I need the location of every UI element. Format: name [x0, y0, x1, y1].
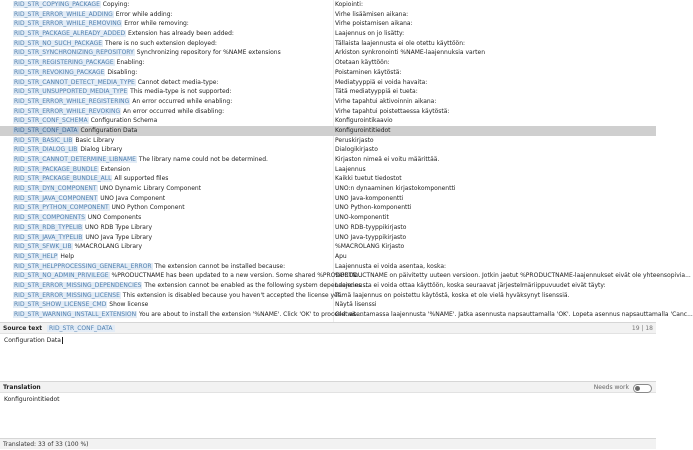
- source-text-editor[interactable]: [0, 334, 656, 372]
- text-caret: [62, 337, 63, 344]
- source-string: Disabling:: [107, 68, 138, 76]
- translation-title: Translation: [3, 384, 41, 391]
- source-string: UNO Java Component: [100, 194, 166, 202]
- string-row[interactable]: [0, 39, 656, 49]
- source-cell: [13, 300, 331, 310]
- source-cell: [13, 233, 331, 243]
- source-string: %MACROLANG Library: [74, 243, 143, 251]
- source-cell: [13, 68, 331, 78]
- source-string: Dialog Library: [80, 146, 123, 154]
- source-string: The extension cannot be enabled as the following system dependencies ...: [144, 281, 370, 289]
- source-string: Cannot detect media-type:: [137, 78, 219, 86]
- string-row[interactable]: [0, 281, 656, 291]
- string-id: RID_STR_NO_SUCH_PACKAGE: [14, 39, 103, 47]
- string-id: RID_STR_ERROR_WHILE_REGISTERING: [14, 97, 130, 105]
- string-id: RID_STR_REGISTERING_PACKAGE: [14, 59, 114, 67]
- target-string: UNO RDB-tyyppikirjasto: [335, 223, 407, 231]
- string-id: RID_STR_ERROR_MISSING_DEPENDENCIES: [14, 281, 142, 289]
- string-id: RID_STR_REVOKING_PACKAGE: [14, 68, 105, 76]
- needs-work-label: Needs work: [593, 384, 629, 391]
- source-string: UNO Java Type Library: [85, 233, 153, 241]
- source-cell: [13, 252, 331, 262]
- string-id: RID_STR_CANNOT_DETECT_MEDIA_TYPE: [14, 78, 135, 86]
- string-row[interactable]: [0, 10, 656, 20]
- source-string: The library name could not be determined.: [138, 156, 268, 163]
- string-row[interactable]: [0, 213, 656, 223]
- string-row[interactable]: [0, 87, 656, 97]
- translation-progress: Translated: 33 of 33 (100 %): [3, 441, 89, 448]
- source-string: This media-type is not supported:: [130, 88, 232, 96]
- string-id: RID_STR_DIALOG_LIB: [14, 146, 78, 154]
- source-cell: [13, 19, 331, 29]
- source-cell: [13, 242, 331, 252]
- source-string: You are about to install the extension '%NAME'. Click 'OK' to proceed wit...: [138, 311, 363, 318]
- source-cell: [13, 87, 331, 97]
- source-string: Error while adding:: [115, 10, 173, 18]
- target-string: %MACROLANG Kirjasto: [335, 243, 405, 251]
- target-string: Poistaminen käytöstä:: [335, 68, 402, 76]
- string-id: RID_STR_JAVA_COMPONENT: [14, 194, 98, 202]
- source-cell: [13, 107, 331, 117]
- string-id: RID_STR_COPYING_PACKAGE: [14, 1, 100, 8]
- string-id: RID_STR_HELP: [14, 252, 58, 260]
- string-id: RID_STR_NO_ADMIN_PRIVILEGE: [14, 272, 109, 280]
- target-string: Konfigurointitiedot: [335, 126, 391, 134]
- source-panel: [0, 322, 656, 372]
- target-string: Peruskirjasto: [335, 136, 374, 144]
- source-string: This extension is disabled because you haven't accepted the license yet.: [122, 291, 342, 299]
- source-string: Synchronizing repository for %NAME extensions: [136, 49, 281, 57]
- source-counter: 19 | 18: [631, 325, 653, 332]
- string-id: RID_STR_UNSUPPORTED_MEDIA_TYPE: [14, 88, 128, 96]
- target-string: UNO Java-komponentti: [335, 194, 404, 202]
- source-cell: [13, 203, 331, 213]
- target-string: Otetaan käyttöön:: [335, 59, 390, 67]
- source-cell: [13, 155, 331, 165]
- target-string: Virhe lisäämisen aikana:: [335, 10, 409, 18]
- needs-work-control[interactable]: [594, 382, 652, 394]
- source-string: Help: [60, 252, 75, 260]
- string-row[interactable]: [0, 107, 656, 117]
- source-cell: [13, 39, 331, 49]
- string-id: RID_STR_ERROR_WHILE_REVOKING: [14, 107, 121, 115]
- source-string: An error occurred while disabling:: [123, 107, 225, 115]
- string-id: RID_STR_ERROR_WHILE_REMOVING: [14, 20, 122, 28]
- source-cell: [13, 262, 331, 272]
- source-header: [0, 322, 656, 334]
- source-cell: [13, 194, 331, 204]
- string-id: RID_STR_CANNOT_DETERMINE_LIBNAME: [14, 156, 136, 163]
- source-cell: [13, 213, 331, 223]
- string-row[interactable]: [0, 194, 656, 204]
- source-string: %PRODUCTNAME has been updated to a new version. Some shared %PRODUCTN...: [111, 272, 363, 280]
- target-string: UNO:n dynaaminen kirjastokomponentti: [335, 185, 456, 193]
- string-id: RID_STR_PACKAGE_BUNDLE_ALL: [14, 175, 112, 183]
- source-cell: [13, 310, 363, 320]
- target-string: Näytä lisenssi: [335, 301, 377, 309]
- target-string: Mediatyyppiä ei voida havaita:: [335, 78, 428, 86]
- string-id: RID_STR_ERROR_WHILE_ADDING: [14, 10, 113, 18]
- string-id: RID_STR_PACKAGE_ALREADY_ADDED: [14, 30, 126, 38]
- string-id: RID_STR_CONF_SCHEMA: [14, 117, 88, 125]
- source-cell: [13, 78, 331, 88]
- status-bar: [0, 438, 656, 449]
- source-string: Basic Library: [75, 136, 115, 144]
- target-string: Tämä laajennus on poistettu käytöstä, koska et ole vielä hyväksynyt lisenssiä.: [335, 291, 570, 299]
- string-id: RID_STR_BASIC_LIB: [14, 136, 73, 144]
- target-string: Kirjaston nimeä ei voitu määrittää.: [335, 156, 440, 163]
- target-string: Laajennusta ei voida ottaa käyttöön, koska seuraavat järjestelmäriippuvuudet eivät täyty:: [335, 281, 606, 289]
- string-row[interactable]: [0, 174, 656, 184]
- target-string: Laajennus: [335, 165, 366, 173]
- string-id: RID_STR_CONF_DATA: [14, 126, 78, 134]
- string-id: RID_STR_SFWK_LIB: [14, 243, 72, 251]
- string-row[interactable]: [0, 271, 691, 281]
- source-string: Configuration Schema: [90, 117, 158, 125]
- string-id: RID_STR_DYN_COMPONENT: [14, 185, 97, 193]
- source-cell: [13, 165, 331, 175]
- string-id: RID_STR_JAVA_TYPELIB: [14, 233, 83, 241]
- string-id: RID_STR_PACKAGE_BUNDLE: [14, 165, 98, 173]
- target-string: Olet asentamassa laajennusta '%NAME'. Jatka asennusta napsauttamalla 'OK'. Lopeta asennus napsauttamalla 'Canc...: [335, 311, 693, 318]
- string-row[interactable]: [0, 78, 656, 88]
- source-string: Enabling:: [116, 59, 145, 67]
- target-string: Konfigurointikaavio: [335, 117, 393, 125]
- source-cell: [13, 58, 331, 68]
- string-row[interactable]: [0, 262, 656, 272]
- source-string: UNO Components: [87, 214, 142, 222]
- string-id: RID_STR_COMPONENTS: [14, 214, 85, 222]
- source-cell: [13, 126, 331, 136]
- target-string: Virhe tapahtui poistettaessa käytöstä:: [335, 107, 450, 115]
- source-string: Configuration Data: [80, 126, 138, 134]
- string-row[interactable]: [0, 252, 656, 262]
- target-string: Tällaista laajennusta ei ole otettu käyttöön:: [335, 39, 466, 47]
- target-string: UNO-komponentit: [335, 214, 389, 222]
- source-string: UNO Python Component: [111, 204, 185, 212]
- target-string: Tätä mediatyyppiä ei tueta:: [335, 88, 418, 96]
- target-string: Dialogikirjasto: [335, 146, 378, 154]
- target-string: %PRODUCTNAME on päivitetty uuteen versioon. Jotkin jaetut %PRODUCTNAME-laajennukset eivät ole yhteensopivia...: [335, 272, 691, 280]
- source-cell: [13, 10, 331, 20]
- needs-work-toggle[interactable]: [633, 384, 652, 393]
- string-row[interactable]: [0, 68, 656, 78]
- string-id: RID_STR_WARNING_INSTALL_EXTENSION: [14, 311, 137, 318]
- source-cell: [13, 281, 370, 291]
- string-row[interactable]: [0, 116, 656, 126]
- string-row[interactable]: [0, 242, 656, 252]
- target-string: Kopiointi:: [335, 1, 363, 8]
- source-cell: [13, 116, 331, 126]
- source-cell: [13, 223, 331, 233]
- string-row[interactable]: [0, 233, 656, 243]
- source-cell: [13, 136, 331, 146]
- string-row[interactable]: [0, 29, 656, 39]
- source-cell: [13, 0, 331, 10]
- source-text: Configuration Data: [4, 337, 61, 344]
- source-cell: [13, 145, 331, 155]
- target-string: Virhe poistamisen aikana:: [335, 20, 413, 28]
- string-id: RID_STR_RDB_TYPELIB: [14, 223, 83, 231]
- string-row[interactable]: [0, 136, 656, 146]
- source-string: The extension cannot be installed because:: [154, 262, 286, 270]
- source-string: Copying:: [102, 1, 130, 8]
- string-row[interactable]: [0, 300, 656, 310]
- translation-panel: [0, 381, 656, 431]
- source-string: Show license: [109, 301, 149, 309]
- source-cell: [13, 174, 331, 184]
- source-cell: [13, 271, 363, 281]
- translation-text: Konfigurointitiedot: [4, 396, 60, 403]
- string-id: RID_STR_SYNCHRONIZING_REPOSITORY: [14, 49, 134, 57]
- target-string: Kaikki tuetut tiedostot: [335, 175, 402, 183]
- string-row[interactable]: [0, 0, 656, 10]
- string-id: RID_STR_PYTHON_COMPONENT: [14, 204, 109, 212]
- string-row[interactable]: [0, 310, 693, 320]
- target-string: Laajennus on jo lisätty:: [335, 30, 405, 38]
- string-row[interactable]: [0, 165, 656, 175]
- string-row[interactable]: [0, 291, 656, 301]
- source-string: Extension has already been added:: [128, 30, 234, 38]
- toggle-knob: [635, 386, 640, 391]
- source-cell: [13, 291, 342, 301]
- string-row[interactable]: [0, 223, 656, 233]
- source-string: Error while removing:: [124, 20, 189, 28]
- source-string: All supported files: [114, 175, 169, 183]
- target-string: Laajennusta ei voida asentaa, koska:: [335, 262, 447, 270]
- source-string: There is no such extension deployed:: [104, 39, 217, 47]
- translation-header: [0, 381, 656, 393]
- target-string: UNO Java-tyyppikirjasto: [335, 233, 407, 241]
- string-id: RID_STR_ERROR_MISSING_LICENSE: [14, 291, 120, 299]
- source-string: An error occurred while enabling:: [132, 97, 233, 105]
- string-row[interactable]: [0, 19, 656, 29]
- source-cell: [13, 97, 331, 107]
- string-row[interactable]: [0, 126, 656, 136]
- string-row[interactable]: [0, 48, 656, 58]
- translation-text-editor[interactable]: [0, 393, 656, 431]
- string-row[interactable]: [0, 145, 656, 155]
- source-cell: [13, 184, 331, 194]
- source-cell: [13, 29, 331, 39]
- source-string: UNO Dynamic Library Component: [99, 185, 202, 193]
- target-string: Arkiston synkronointi %NAME-laajennuksia varten: [335, 49, 486, 57]
- string-row[interactable]: [0, 155, 656, 165]
- string-id: RID_STR_HELPPROCESSING_GENERAL_ERROR: [14, 262, 152, 270]
- target-string: Virhe tapahtui aktivoinnin aikana:: [335, 97, 437, 105]
- source-string: UNO RDB Type Library: [85, 223, 152, 231]
- string-row[interactable]: [0, 184, 656, 194]
- string-row[interactable]: [0, 97, 656, 107]
- string-row[interactable]: [0, 58, 656, 68]
- target-string: Apu: [335, 252, 347, 260]
- source-cell: [13, 48, 331, 58]
- source-context-id: RID_STR_CONF_DATA: [49, 325, 113, 332]
- string-row[interactable]: [0, 203, 656, 213]
- target-string: UNO Python-komponentti: [335, 204, 412, 212]
- source-string: Extension: [100, 165, 131, 173]
- string-id: RID_STR_SHOW_LICENSE_CMD: [14, 301, 107, 309]
- source-title: Source text: [3, 325, 43, 332]
